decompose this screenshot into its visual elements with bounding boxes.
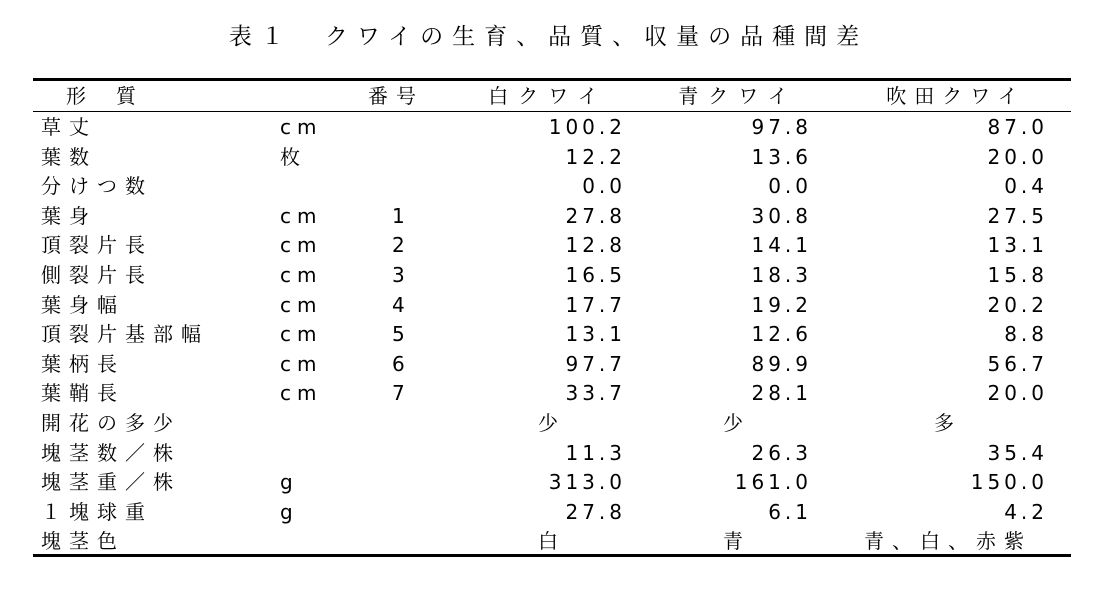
row-number: 1 — [392, 203, 405, 228]
row-trait: 葉鞘長 — [41, 381, 125, 406]
row-trait: 葉身幅 — [41, 292, 125, 317]
row-value-variety-2: 97.8 — [751, 115, 812, 139]
table-row — [0, 202, 1097, 232]
row-unit: cm — [280, 351, 323, 376]
row-value-variety-1: 97.7 — [565, 351, 626, 376]
table-header — [0, 81, 1097, 111]
header-variety-2: 青クワイ — [678, 84, 798, 108]
row-value-variety-3: 多 — [934, 411, 962, 435]
table-row — [0, 172, 1097, 202]
header-trait: 形質 — [66, 84, 166, 108]
row-number: 2 — [392, 233, 405, 258]
row-trait: 塊茎数／株 — [41, 440, 181, 465]
row-value-variety-1: 白 — [538, 529, 562, 554]
table-row — [0, 527, 1097, 557]
row-trait: 葉柄長 — [41, 351, 125, 376]
row-value-variety-2: 28.1 — [751, 381, 812, 406]
table-header-rule — [33, 111, 1071, 112]
row-unit — [280, 527, 340, 557]
row-value-variety-1: 0.0 — [582, 174, 626, 199]
row-value-variety-2: 14.1 — [751, 233, 812, 258]
header-number: 番号 — [368, 84, 424, 108]
row-value-variety-2: 青 — [723, 529, 747, 554]
row-value-variety-2: 13.6 — [751, 144, 812, 169]
row-value-variety-1: 27.8 — [565, 203, 626, 228]
table-row — [0, 291, 1097, 321]
row-value-variety-3: 56.7 — [987, 351, 1048, 376]
table-body — [0, 113, 1097, 554]
row-unit — [280, 172, 340, 202]
row-value-variety-2: 0.0 — [768, 174, 812, 199]
row-value-variety-3: 8.8 — [1004, 322, 1048, 347]
row-number — [392, 172, 412, 202]
row-trait: 頂裂片基部幅 — [41, 322, 209, 347]
row-value-variety-2: 18.3 — [751, 263, 812, 287]
row-unit: cm — [280, 381, 323, 406]
row-number: 4 — [392, 292, 405, 317]
row-value-variety-2: 19.2 — [751, 292, 812, 317]
row-unit: g — [280, 470, 299, 495]
row-value-variety-3: 87.0 — [987, 115, 1048, 139]
row-unit — [280, 439, 340, 469]
row-trait: 分けつ数 — [41, 174, 153, 199]
table-row — [0, 409, 1097, 439]
row-value-variety-1: 少 — [538, 411, 562, 435]
table-title: 表１ クワイの生育、品質、収量の品種間差 — [228, 24, 869, 50]
row-number — [392, 113, 412, 143]
row-value-variety-1: 100.2 — [548, 115, 626, 139]
row-value-variety-1: 12.8 — [565, 233, 626, 258]
row-value-variety-1: 33.7 — [565, 381, 626, 406]
row-value-variety-3: 20.2 — [987, 292, 1048, 317]
table-row — [0, 113, 1097, 143]
row-unit: cm — [280, 292, 323, 317]
row-value-variety-1: 13.1 — [565, 322, 626, 347]
row-unit: cm — [280, 263, 323, 287]
row-trait: 頂裂片長 — [41, 233, 153, 258]
row-unit: cm — [280, 322, 323, 347]
table-bottom-rule — [33, 554, 1071, 557]
row-unit: cm — [280, 203, 323, 228]
row-value-variety-1: 16.5 — [565, 263, 626, 287]
row-trait: 塊茎色 — [41, 529, 125, 554]
header-variety-3: 吹田クワイ — [886, 84, 1026, 108]
row-trait: 草丈 — [41, 115, 97, 139]
row-value-variety-2: 161.0 — [734, 470, 812, 495]
row-value-variety-2: 6.1 — [768, 499, 812, 524]
row-number — [392, 439, 412, 469]
row-unit: g — [280, 499, 299, 524]
row-number: 6 — [392, 351, 405, 376]
row-value-variety-2: 30.8 — [751, 203, 812, 228]
row-value-variety-3: 13.1 — [987, 233, 1048, 258]
row-trait: 側裂片長 — [41, 263, 153, 287]
row-trait: 葉身 — [41, 203, 97, 228]
row-number: 7 — [392, 381, 405, 406]
row-trait: 塊茎重／株 — [41, 470, 181, 495]
row-number — [392, 468, 412, 498]
table-row — [0, 143, 1097, 173]
row-number — [392, 527, 412, 557]
row-number — [392, 409, 412, 439]
table-row — [0, 231, 1097, 261]
table-row — [0, 320, 1097, 350]
row-trait: １塊球重 — [41, 499, 153, 524]
table-row — [0, 439, 1097, 469]
row-value-variety-1: 313.0 — [548, 470, 626, 495]
row-value-variety-2: 26.3 — [751, 440, 812, 465]
row-value-variety-1: 17.7 — [565, 292, 626, 317]
row-value-variety-3: 150.0 — [970, 470, 1048, 495]
row-value-variety-3: 15.8 — [987, 263, 1048, 287]
header-variety-1: 白クワイ — [488, 84, 608, 108]
row-value-variety-1: 11.3 — [565, 440, 626, 465]
table-row — [0, 379, 1097, 409]
row-number: 5 — [392, 322, 405, 347]
row-value-variety-3: 0.4 — [1004, 174, 1048, 199]
row-value-variety-3: 27.5 — [987, 203, 1048, 228]
row-value-variety-3: 4.2 — [1004, 499, 1048, 524]
table-row — [0, 261, 1097, 291]
table-row — [0, 498, 1097, 528]
row-value-variety-3: 20.0 — [987, 381, 1048, 406]
row-unit — [280, 409, 340, 439]
row-value-variety-2: 89.9 — [751, 351, 812, 376]
table-row — [0, 350, 1097, 380]
row-value-variety-3: 20.0 — [987, 144, 1048, 169]
row-number: 3 — [392, 263, 405, 287]
row-value-variety-3: 青、白、赤紫 — [864, 529, 1032, 554]
row-number — [392, 143, 412, 173]
row-unit: cm — [280, 233, 323, 258]
row-unit: cm — [280, 115, 323, 139]
row-value-variety-2: 少 — [723, 411, 747, 435]
row-value-variety-2: 12.6 — [751, 322, 812, 347]
row-trait: 開花の多少 — [41, 411, 181, 435]
row-value-variety-1: 12.2 — [565, 144, 626, 169]
row-unit: 枚 — [280, 144, 306, 169]
row-value-variety-1: 27.8 — [565, 499, 626, 524]
row-number — [392, 498, 412, 528]
row-trait: 葉数 — [41, 144, 97, 169]
row-value-variety-3: 35.4 — [987, 440, 1048, 465]
table-row — [0, 468, 1097, 498]
